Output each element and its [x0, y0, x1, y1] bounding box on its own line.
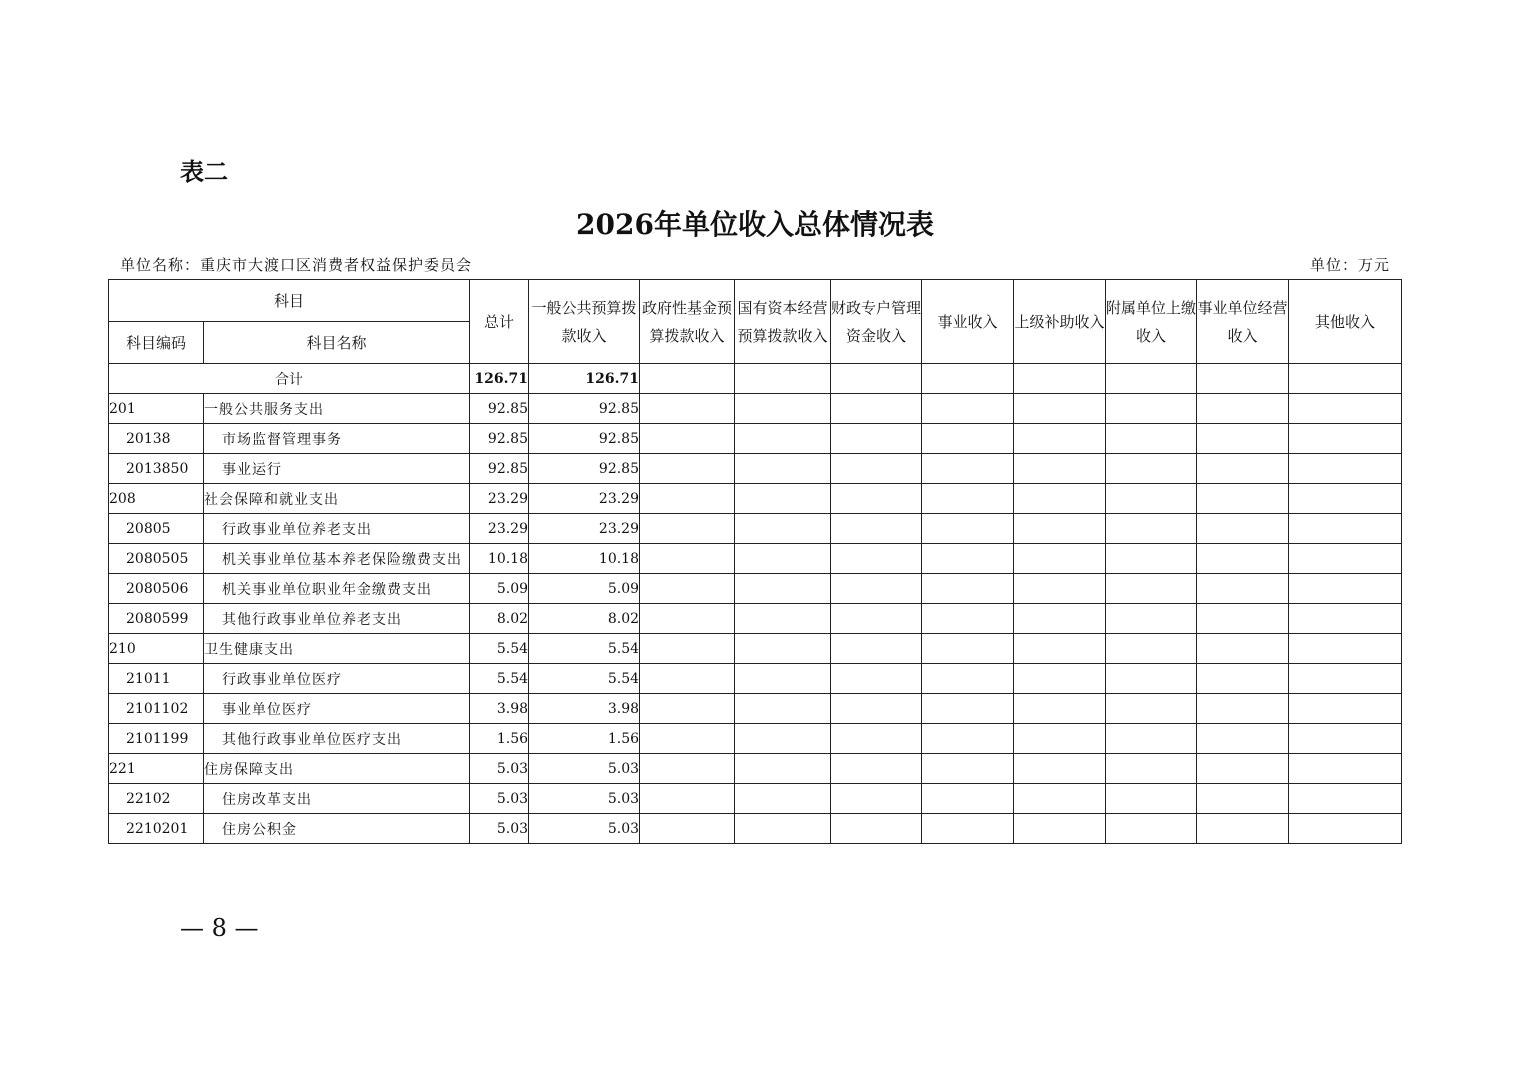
- row-total: 10.18: [470, 544, 529, 574]
- row-general-budget: 5.03: [529, 784, 640, 814]
- empty-cell: [640, 544, 735, 574]
- empty-cell: [922, 724, 1014, 754]
- row-general-budget: 10.18: [529, 544, 640, 574]
- table-row: [109, 394, 1402, 424]
- subject-code: 208: [109, 484, 204, 514]
- subject-code: 20805: [109, 514, 204, 544]
- subject-code: 2210201: [109, 814, 204, 844]
- empty-cell: [1197, 754, 1289, 784]
- empty-cell: [831, 694, 922, 724]
- empty-cell: [831, 754, 922, 784]
- empty-cell: [831, 514, 922, 544]
- empty-cell: [831, 364, 922, 394]
- empty-cell: [735, 784, 831, 814]
- empty-cell: [922, 634, 1014, 664]
- empty-cell: [1289, 724, 1402, 754]
- unit-of-measure: 单位：万元: [1309, 256, 1390, 274]
- subject-name: 住房公积金: [204, 814, 470, 844]
- empty-cell: [1106, 634, 1197, 664]
- empty-cell: [1014, 754, 1106, 784]
- empty-cell: [1289, 664, 1402, 694]
- header-row: [109, 280, 1402, 322]
- empty-cell: [1014, 634, 1106, 664]
- total-label: 合计: [109, 364, 470, 394]
- empty-cell: [922, 424, 1014, 454]
- table-row: [109, 514, 1402, 544]
- subject-code: 210: [109, 634, 204, 664]
- row-total: 23.29: [470, 484, 529, 514]
- table-row: [109, 664, 1402, 694]
- header-code: 科目编码: [109, 322, 204, 364]
- row-total: 5.03: [470, 814, 529, 844]
- empty-cell: [735, 424, 831, 454]
- empty-cell: [640, 664, 735, 694]
- empty-cell: [831, 454, 922, 484]
- table-row: [109, 694, 1402, 724]
- empty-cell: [1289, 484, 1402, 514]
- empty-cell: [1106, 544, 1197, 574]
- empty-cell: [1289, 574, 1402, 604]
- empty-cell: [735, 574, 831, 604]
- row-total: 5.03: [470, 754, 529, 784]
- empty-cell: [1197, 604, 1289, 634]
- empty-cell: [640, 814, 735, 844]
- empty-cell: [1014, 604, 1106, 634]
- empty-cell: [640, 454, 735, 484]
- header-gov-fund: 政府性基金预算拨款收入: [640, 280, 735, 364]
- header-business-income: 事业收入: [922, 280, 1014, 364]
- empty-cell: [1289, 394, 1402, 424]
- row-general-budget: 5.03: [529, 754, 640, 784]
- row-general-budget: 1.56: [529, 724, 640, 754]
- empty-cell: [1289, 544, 1402, 574]
- empty-cell: [1014, 454, 1106, 484]
- empty-cell: [1197, 364, 1289, 394]
- subject-name: 其他行政事业单位养老支出: [204, 604, 470, 634]
- table-row: [109, 754, 1402, 784]
- empty-cell: [1014, 694, 1106, 724]
- table-row: [109, 814, 1402, 844]
- subject-name: 其他行政事业单位医疗支出: [204, 724, 470, 754]
- empty-cell: [922, 754, 1014, 784]
- subject-name: 社会保障和就业支出: [204, 484, 470, 514]
- subject-code: 2080505: [109, 544, 204, 574]
- empty-cell: [640, 484, 735, 514]
- empty-cell: [1106, 694, 1197, 724]
- header-subject: 科目: [109, 280, 470, 322]
- empty-cell: [831, 814, 922, 844]
- row-general-budget: 92.85: [529, 454, 640, 484]
- empty-cell: [922, 544, 1014, 574]
- empty-cell: [1106, 394, 1197, 424]
- empty-cell: [1197, 394, 1289, 424]
- empty-cell: [1106, 514, 1197, 544]
- row-total: 1.56: [470, 724, 529, 754]
- subject-code: 2013850: [109, 454, 204, 484]
- empty-cell: [922, 784, 1014, 814]
- row-total: 5.03: [470, 784, 529, 814]
- row-total: 23.29: [470, 514, 529, 544]
- empty-cell: [1106, 364, 1197, 394]
- empty-cell: [922, 484, 1014, 514]
- subject-code: 2101199: [109, 724, 204, 754]
- empty-cell: [1014, 394, 1106, 424]
- income-table: [108, 279, 1402, 844]
- document-title: 2026年单位收入总体情况表: [576, 208, 934, 241]
- empty-cell: [1289, 694, 1402, 724]
- row-total: 92.85: [470, 394, 529, 424]
- empty-cell: [640, 394, 735, 424]
- empty-cell: [640, 574, 735, 604]
- header-other-income: 其他收入: [1289, 280, 1402, 364]
- subject-name: 事业单位医疗: [204, 694, 470, 724]
- row-total: 5.09: [470, 574, 529, 604]
- empty-cell: [1106, 454, 1197, 484]
- table-row: [109, 424, 1402, 454]
- empty-cell: [1106, 784, 1197, 814]
- empty-cell: [1014, 574, 1106, 604]
- empty-cell: [640, 604, 735, 634]
- empty-cell: [831, 634, 922, 664]
- page-number: — 8 —: [180, 914, 259, 942]
- subject-code: 22102: [109, 784, 204, 814]
- empty-cell: [1014, 364, 1106, 394]
- subject-name: 行政事业单位养老支出: [204, 514, 470, 544]
- empty-cell: [922, 604, 1014, 634]
- empty-cell: [922, 814, 1014, 844]
- table-row: [109, 784, 1402, 814]
- empty-cell: [735, 514, 831, 544]
- empty-cell: [1289, 634, 1402, 664]
- unit-name: 单位名称：重庆市大渡口区消费者权益保护委员会: [120, 256, 473, 274]
- empty-cell: [1014, 814, 1106, 844]
- empty-cell: [1289, 814, 1402, 844]
- row-general-budget: 8.02: [529, 604, 640, 634]
- subject-name: 住房改革支出: [204, 784, 470, 814]
- row-general-budget: 5.54: [529, 634, 640, 664]
- subject-code: 2101102: [109, 694, 204, 724]
- row-total: 5.54: [470, 634, 529, 664]
- row-general-budget: 3.98: [529, 694, 640, 724]
- empty-cell: [735, 544, 831, 574]
- empty-cell: [1289, 754, 1402, 784]
- row-total: 5.54: [470, 664, 529, 694]
- empty-cell: [1197, 814, 1289, 844]
- subject-code: 2080599: [109, 604, 204, 634]
- table-row: [109, 634, 1402, 664]
- row-general-budget: 5.54: [529, 664, 640, 694]
- header-state-capital: 国有资本经营预算拨款收入: [735, 280, 831, 364]
- empty-cell: [1289, 604, 1402, 634]
- subject-code: 21011: [109, 664, 204, 694]
- total-general-budget: 126.71: [529, 364, 640, 394]
- empty-cell: [1197, 424, 1289, 454]
- header-superior-subsidy: 上级补助收入: [1014, 280, 1106, 364]
- empty-cell: [831, 664, 922, 694]
- empty-cell: [922, 394, 1014, 424]
- empty-cell: [735, 484, 831, 514]
- subject-name: 市场监督管理事务: [204, 424, 470, 454]
- empty-cell: [735, 754, 831, 784]
- empty-cell: [831, 604, 922, 634]
- empty-cell: [640, 694, 735, 724]
- empty-cell: [1014, 484, 1106, 514]
- empty-cell: [1106, 424, 1197, 454]
- empty-cell: [640, 634, 735, 664]
- empty-cell: [922, 364, 1014, 394]
- row-general-budget: 5.03: [529, 814, 640, 844]
- subject-name: 行政事业单位医疗: [204, 664, 470, 694]
- header-total: 总计: [470, 280, 529, 364]
- table-row: [109, 574, 1402, 604]
- empty-cell: [1014, 784, 1106, 814]
- empty-cell: [1106, 814, 1197, 844]
- header-special-fund: 财政专户管理资金收入: [831, 280, 922, 364]
- empty-cell: [1014, 514, 1106, 544]
- empty-cell: [922, 514, 1014, 544]
- header-name: 科目名称: [204, 322, 470, 364]
- subject-name: 机关事业单位基本养老保险缴费支出: [204, 544, 470, 574]
- empty-cell: [1289, 784, 1402, 814]
- empty-cell: [1197, 724, 1289, 754]
- empty-cell: [1289, 514, 1402, 544]
- row-total: 8.02: [470, 604, 529, 634]
- row-total: 92.85: [470, 424, 529, 454]
- empty-cell: [735, 814, 831, 844]
- empty-cell: [1197, 784, 1289, 814]
- subject-name: 事业运行: [204, 454, 470, 484]
- empty-cell: [1014, 724, 1106, 754]
- total-row: [109, 364, 1402, 394]
- empty-cell: [1197, 694, 1289, 724]
- empty-cell: [831, 394, 922, 424]
- header-operating-income: 事业单位经营收入: [1197, 280, 1289, 364]
- empty-cell: [831, 784, 922, 814]
- empty-cell: [831, 484, 922, 514]
- row-total: 92.85: [470, 454, 529, 484]
- empty-cell: [1197, 574, 1289, 604]
- subject-name: 住房保障支出: [204, 754, 470, 784]
- total-amount: 126.71: [470, 364, 529, 394]
- empty-cell: [1014, 544, 1106, 574]
- empty-cell: [640, 424, 735, 454]
- empty-cell: [922, 664, 1014, 694]
- empty-cell: [735, 724, 831, 754]
- row-total: 3.98: [470, 694, 529, 724]
- empty-cell: [1197, 634, 1289, 664]
- empty-cell: [1106, 574, 1197, 604]
- subject-name: 卫生健康支出: [204, 634, 470, 664]
- empty-cell: [1106, 604, 1197, 634]
- table-row: [109, 604, 1402, 634]
- subject-code: 201: [109, 394, 204, 424]
- empty-cell: [735, 454, 831, 484]
- empty-cell: [735, 364, 831, 394]
- empty-cell: [922, 454, 1014, 484]
- empty-cell: [1106, 754, 1197, 784]
- empty-cell: [735, 604, 831, 634]
- empty-cell: [831, 724, 922, 754]
- empty-cell: [1289, 424, 1402, 454]
- table-row: [109, 454, 1402, 484]
- subject-code: 2080506: [109, 574, 204, 604]
- row-general-budget: 23.29: [529, 514, 640, 544]
- empty-cell: [1197, 664, 1289, 694]
- empty-cell: [640, 724, 735, 754]
- header-affiliated-payment: 附属单位上缴收入: [1106, 280, 1197, 364]
- empty-cell: [831, 544, 922, 574]
- empty-cell: [922, 694, 1014, 724]
- empty-cell: [640, 364, 735, 394]
- document-label: 表二: [180, 158, 228, 186]
- header-general-budget: 一般公共预算拨款收入: [529, 280, 640, 364]
- empty-cell: [1014, 424, 1106, 454]
- empty-cell: [1106, 724, 1197, 754]
- empty-cell: [640, 514, 735, 544]
- table-row: [109, 484, 1402, 514]
- empty-cell: [640, 784, 735, 814]
- empty-cell: [1289, 364, 1402, 394]
- empty-cell: [735, 394, 831, 424]
- row-general-budget: 23.29: [529, 484, 640, 514]
- row-general-budget: 92.85: [529, 394, 640, 424]
- empty-cell: [735, 664, 831, 694]
- empty-cell: [831, 424, 922, 454]
- empty-cell: [1197, 454, 1289, 484]
- empty-cell: [1197, 484, 1289, 514]
- subject-code: 221: [109, 754, 204, 784]
- empty-cell: [1106, 484, 1197, 514]
- empty-cell: [640, 754, 735, 784]
- empty-cell: [1014, 664, 1106, 694]
- subject-name: 机关事业单位职业年金缴费支出: [204, 574, 470, 604]
- empty-cell: [735, 634, 831, 664]
- row-general-budget: 92.85: [529, 424, 640, 454]
- subject-code: 20138: [109, 424, 204, 454]
- empty-cell: [735, 694, 831, 724]
- empty-cell: [1289, 454, 1402, 484]
- table-row: [109, 724, 1402, 754]
- subject-name: 一般公共服务支出: [204, 394, 470, 424]
- table-row: [109, 544, 1402, 574]
- empty-cell: [1197, 544, 1289, 574]
- empty-cell: [1197, 514, 1289, 544]
- empty-cell: [1106, 664, 1197, 694]
- empty-cell: [831, 574, 922, 604]
- row-general-budget: 5.09: [529, 574, 640, 604]
- empty-cell: [922, 574, 1014, 604]
